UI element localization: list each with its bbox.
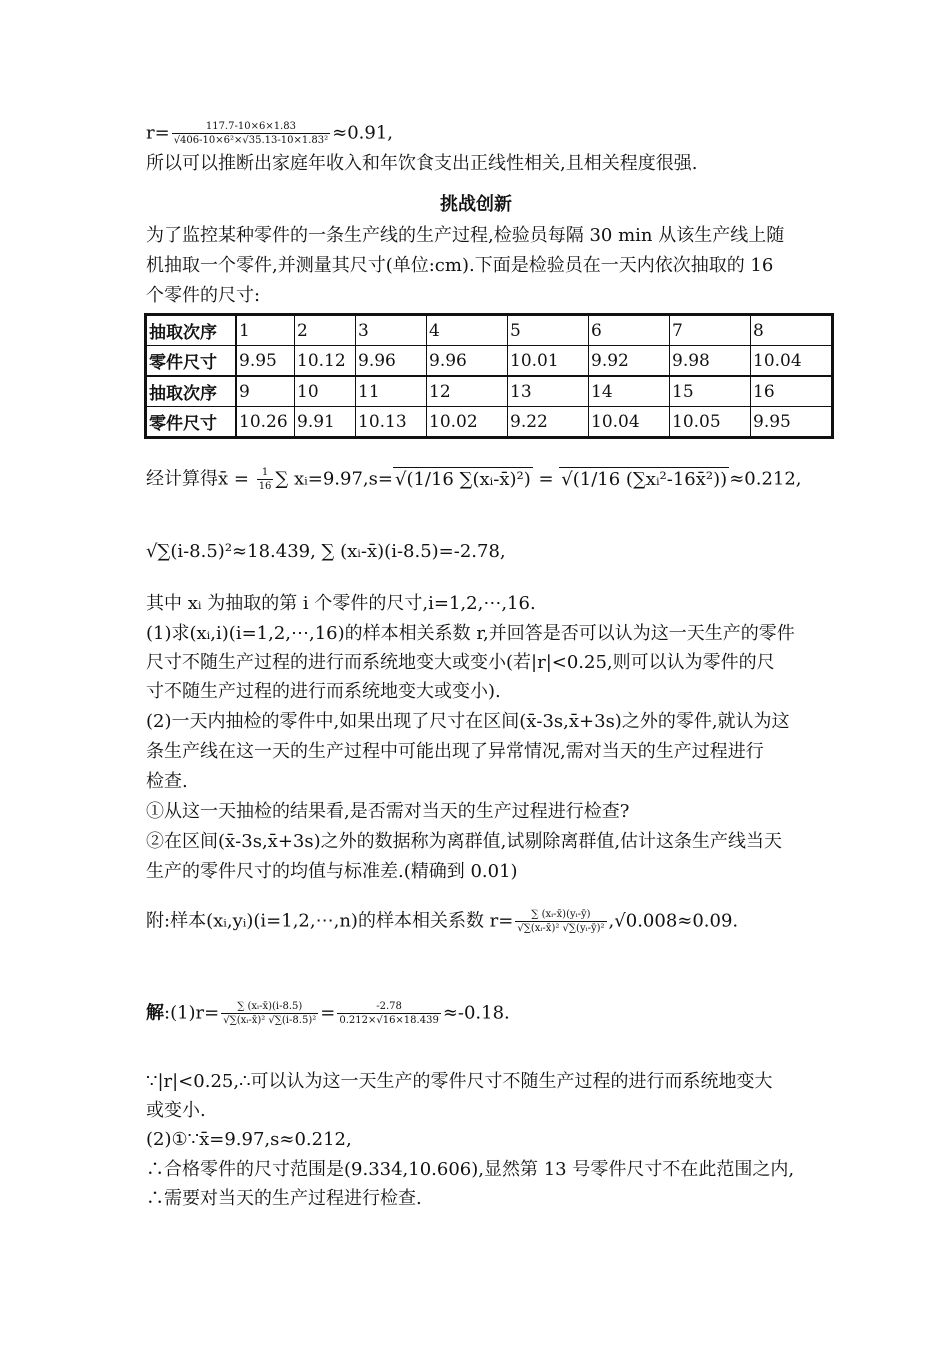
solution-1-denominator: √∑(xᵢ-x̄)² √∑(i-8.5)²	[223, 1015, 317, 1026]
table-cell: 5	[508, 315, 589, 346]
table-cell: 10	[295, 376, 356, 407]
solution-3: (2)①∵x̄=9.97,s≈0.212,	[146, 1129, 352, 1150]
table-cell: 10.04	[589, 407, 670, 438]
question-1-line-a: (1)求(xᵢ,i)(i=1,2,⋯,16)的样本相关系数 r,并回答是否可以认为这一天生产的零件	[146, 623, 795, 644]
question-2-line-c: 检查.	[146, 771, 188, 792]
table-cell: 9.95	[236, 346, 295, 377]
appendix-prefix: 附:样本(xᵢ,yᵢ)(i=1,2,⋯,n)的样本相关系数 r=	[146, 910, 514, 932]
appendix-suffix: ,√0.008≈0.09.	[608, 910, 739, 932]
table-row	[146, 376, 833, 407]
solution-1-numerator: ∑ (xᵢ-x̄)(i-8.5)	[221, 1000, 318, 1014]
table-cell: 2	[295, 315, 356, 346]
question-2-line-b: 条生产线在这一天的生产过程中可能出现了异常情况,需对当天的生产过程进行	[146, 741, 764, 762]
table-row-header: 零件尺寸	[146, 407, 237, 438]
appendix-fraction	[515, 908, 606, 935]
table-cell: 14	[589, 376, 670, 407]
table-row	[146, 407, 833, 438]
solution-1-equals: =	[320, 1002, 336, 1024]
table-cell: 15	[670, 376, 751, 407]
table-cell: 1	[236, 315, 295, 346]
solution-2-line-b: 或变小.	[146, 1100, 206, 1121]
r-denominator: √406-10×6²×√35.13-10×1.83²	[173, 135, 329, 146]
solution-1	[146, 1000, 510, 1027]
problem-line-3: 个零件的尺寸:	[146, 285, 261, 306]
table-row-header: 抽取次序	[146, 376, 237, 407]
table-row-header: 抽取次序	[146, 315, 237, 346]
table-cell: 16	[751, 376, 833, 407]
problem-line-1: 为了监控某种零件的一条生产线的生产过程,检验员每隔 30 min 从该生产线上随	[146, 225, 785, 246]
table-cell: 9.92	[589, 346, 670, 377]
table-cell: 11	[356, 376, 427, 407]
problem-line-2: 机抽取一个零件,并测量其尺寸(单位:cm).下面是检验员在一天内依次抽取的 16	[146, 255, 774, 276]
table-cell: 13	[508, 376, 589, 407]
calc1-equals: =	[532, 468, 560, 490]
section-title: 挑战创新	[440, 194, 512, 215]
question-2-2-line-a: ②在区间(x̄-3s,x̄+3s)之外的数据称为离群值,试剔除离群值,估计这条生产线当天	[146, 831, 783, 852]
table-cell: 9.95	[751, 407, 833, 438]
table-cell: 9.22	[508, 407, 589, 438]
table-cell: 8	[751, 315, 833, 346]
question-1-line-b: 尺寸不随生产过程的进行而系统地变大或变小(若|r|<0.25,则可以认为零件的尺	[146, 652, 775, 673]
table-cell: 12	[427, 376, 508, 407]
solution-1-fraction-2	[337, 1000, 440, 1027]
problem-line-4: 其中 xᵢ 为抽取的第 i 个零件的尺寸,i=1,2,⋯,16.	[146, 593, 536, 614]
question-2-2-line-b: 生产的零件尺寸的均值与标准差.(精确到 0.01)	[146, 861, 518, 882]
appendix-denominator: √∑(xᵢ-x̄)² √∑(yᵢ-ȳ)²	[517, 923, 605, 934]
calc1-fraction	[257, 466, 274, 493]
table-cell: 10.04	[751, 346, 833, 377]
table-cell: 7	[670, 315, 751, 346]
calc1-frac-den: 16	[258, 481, 272, 492]
solution-1-numerator-2: -2.78	[337, 1000, 440, 1014]
solution-1-prefix: :(1)r=	[164, 1002, 220, 1024]
table-cell: 10.02	[427, 407, 508, 438]
table-cell: 9.91	[295, 407, 356, 438]
calc1-result: ≈0.212,	[729, 468, 802, 490]
table-cell: 9	[236, 376, 295, 407]
calc1-sqrt-2: √(1/16 (∑xᵢ²-16x̄²))	[561, 468, 728, 490]
solution-1-fraction	[221, 1000, 318, 1027]
calc1-prefix: 经计算得x̄ =	[146, 468, 255, 490]
solution-2-line-a: ∵|r|<0.25,∴可以认为这一天生产的零件尺寸不随生产过程的进行而系统地变大	[146, 1071, 773, 1092]
measurement-table	[144, 313, 834, 439]
table-row	[146, 315, 833, 346]
calc1-sqrt-1: √(1/16 ∑(xᵢ-x̄)²)	[394, 468, 531, 490]
table-cell: 3	[356, 315, 427, 346]
table-cell: 10.13	[356, 407, 427, 438]
question-1-line-c: 寸不随生产过程的进行而系统地变大或变小).	[146, 681, 501, 702]
calc-line-1	[146, 466, 802, 493]
solution-1-result: ≈-0.18.	[442, 1002, 510, 1024]
table-row	[146, 346, 833, 377]
solution-1-denominator-2: 0.212×√16×18.439	[339, 1015, 439, 1026]
r-result: ≈0.91,	[332, 122, 394, 144]
calc1-sum-mean: ∑ xᵢ=9.97,s=	[275, 468, 393, 490]
table-cell: 4	[427, 315, 508, 346]
table-cell: 9.96	[427, 346, 508, 377]
r-formula	[146, 120, 393, 147]
solution-4: ∴合格零件的尺寸范围是(9.334,10.606),显然第 13 号零件尺寸不在此范围之内,	[146, 1159, 795, 1180]
measurement-table-body	[146, 315, 833, 438]
table-cell: 6	[589, 315, 670, 346]
question-2-1: ①从这一天抽检的结果看,是否需对当天的生产过程进行检查?	[146, 801, 630, 822]
table-cell: 9.96	[356, 346, 427, 377]
question-2-line-a: (2)一天内抽检的零件中,如果出现了尺寸在区间(x̄-3s,x̄+3s)之外的零件,就认为这	[146, 711, 790, 732]
r-lhs: r=	[146, 122, 170, 144]
calc-line-2: √∑(i-8.5)²≈18.439, ∑ (xᵢ-x̄)(i-8.5)=-2.78,	[146, 541, 506, 562]
conclusion-text: 所以可以推断出家庭年收入和年饮食支出正线性相关,且相关程度很强.	[146, 153, 698, 174]
solution-5: ∴需要对当天的生产过程进行检查.	[146, 1188, 422, 1209]
appendix-formula	[146, 908, 738, 935]
table-cell: 10.05	[670, 407, 751, 438]
table-row-header: 零件尺寸	[146, 346, 237, 377]
appendix-numerator: ∑ (xᵢ-x̄)(yᵢ-ȳ)	[515, 908, 606, 922]
table-cell: 10.01	[508, 346, 589, 377]
table-cell: 9.98	[670, 346, 751, 377]
calc1-frac-num: 1	[257, 466, 274, 480]
table-cell: 10.12	[295, 346, 356, 377]
r-numerator: 117.7-10×6×1.83	[172, 120, 330, 134]
table-cell: 10.26	[236, 407, 295, 438]
r-fraction	[172, 120, 330, 147]
solution-label: 解	[146, 1002, 164, 1024]
